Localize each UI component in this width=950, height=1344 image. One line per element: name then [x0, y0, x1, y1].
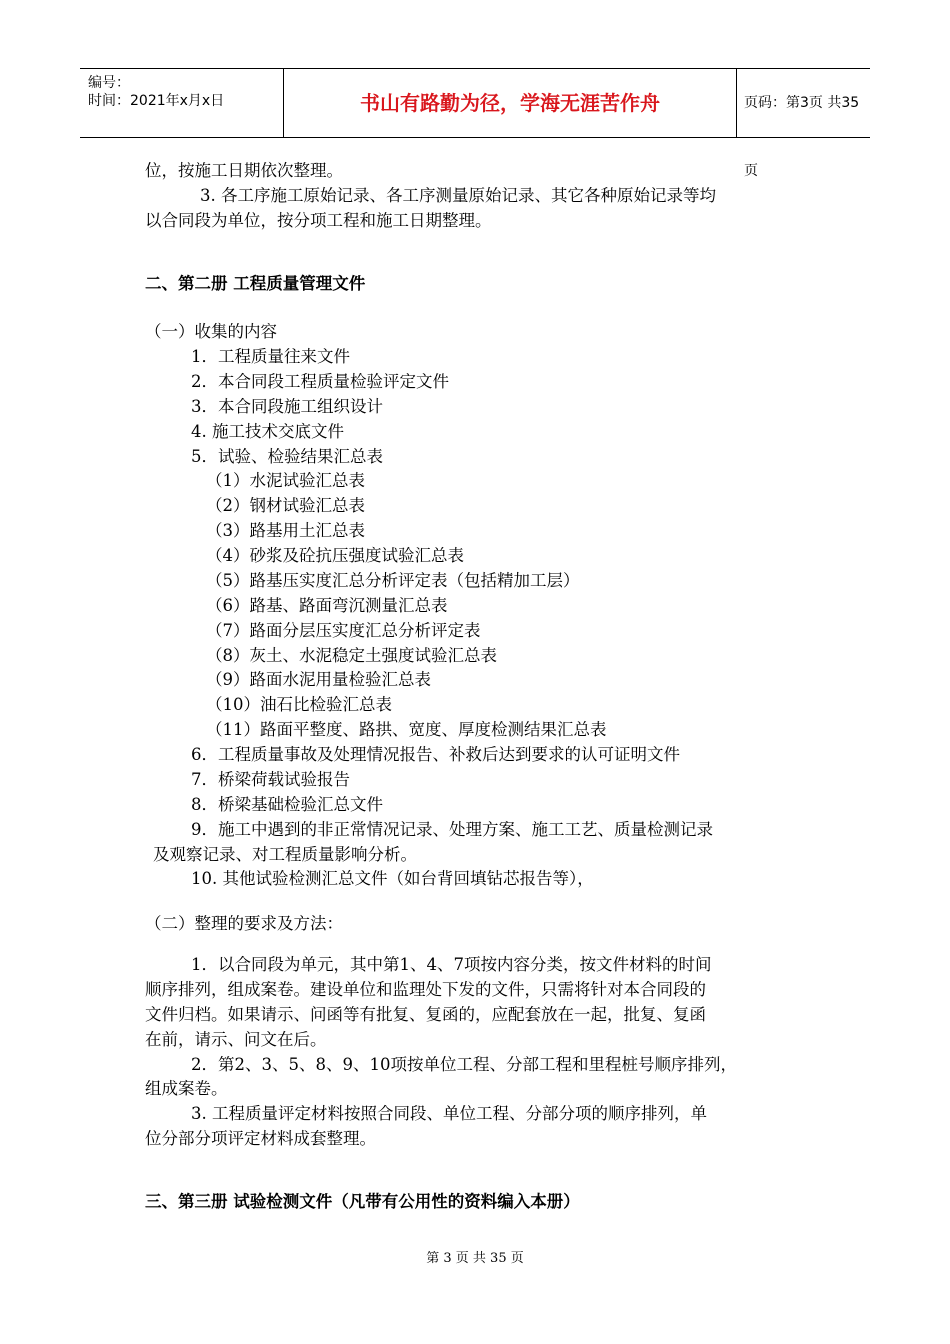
list-item: 7．桥梁荷载试验报告 — [191, 770, 350, 789]
subsection-heading: （二）整理的要求及方法： — [145, 914, 343, 933]
list-item: 2．本合同段工程质量检验评定文件 — [191, 372, 449, 391]
list-item: 6．工程质量事故及处理情况报告、补救后达到要求的认可证明文件 — [191, 745, 680, 764]
list-item: 9．施工中遇到的非正常情况记录、处理方案、施工工艺、质量检测记录 — [191, 820, 713, 839]
number-label: 编号： — [88, 75, 130, 91]
header-motto: 书山有路勤为径，学海无涯苦作舟 — [284, 69, 737, 137]
body-line: 文件归档。如果请示、问函等有批复、复函的，应配套放在一起，批复、复函 — [145, 1005, 706, 1024]
section-heading: 三、第三册 试验检测文件（凡带有公用性的资料编入本册） — [145, 1192, 580, 1211]
sub-list-item: （9）路面水泥用量检验汇总表 — [206, 670, 431, 689]
body-line: 1．以合同段为单元，其中第1、4、7项按内容分类，按文件材料的时间 — [191, 955, 712, 974]
time-label: 时间：2021年x月x日 — [88, 93, 225, 109]
sub-list-item: （4）砂浆及砼抗压强度试验汇总表 — [206, 546, 464, 565]
header-meta-cell — [80, 69, 284, 137]
body-line: 在前，请示、问文在后。 — [145, 1030, 327, 1049]
sub-list-item: （6）路基、路面弯沉测量汇总表 — [206, 596, 448, 615]
body-line: 顺序排列，组成案卷。建设单位和监理处下发的文件，只需将针对本合同段的 — [145, 980, 706, 999]
page-footer: 第 3 页 共 35 页 — [426, 1251, 524, 1266]
body-line: 3. 各工序施工原始记录、各工序测量原始记录、其它各种原始记录等均 — [200, 186, 716, 205]
list-item: 5．试验、检验结果汇总表 — [191, 447, 383, 466]
body-line: 位分部分项评定材料成套整理。 — [145, 1129, 376, 1148]
body-line: 位，按施工日期依次整理。 — [145, 161, 343, 180]
list-item: 4. 施工技术交底文件 — [191, 422, 344, 441]
sub-list-item: （1）水泥试验汇总表 — [206, 471, 365, 490]
subsection-heading: （一）收集的内容 — [145, 322, 277, 341]
list-item: 1．工程质量往来文件 — [191, 347, 350, 366]
list-item: 3．本合同段施工组织设计 — [191, 397, 383, 416]
body-line: 组成案卷。 — [145, 1079, 228, 1098]
body-line: 2．第2、3、5、8、9、10项按单位工程、分部工程和里程桩号顺序排列， — [191, 1055, 737, 1074]
list-item-continued: 及观察记录、对工程质量影响分析。 — [153, 845, 417, 864]
sub-list-item: （11）路面平整度、路拱、宽度、厚度检测结果汇总表 — [206, 720, 607, 739]
header-page-info: 页码：第3页 共35页 — [744, 95, 860, 179]
list-item: 8．桥梁基础检验汇总文件 — [191, 795, 383, 814]
sub-list-item: （10）油石比检验汇总表 — [206, 695, 392, 714]
list-item: 10. 其他试验检测汇总文件（如台背回填钻芯报告等）， — [191, 869, 594, 888]
sub-list-item: （2）钢材试验汇总表 — [206, 496, 365, 515]
sub-list-item: （3）路基用土汇总表 — [206, 521, 365, 540]
sub-list-item: （8）灰土、水泥稳定土强度试验汇总表 — [206, 646, 497, 665]
sub-list-item: （7）路面分层压实度汇总分析评定表 — [206, 621, 481, 640]
body-line: 以合同段为单位，按分项工程和施工日期整理。 — [145, 211, 492, 230]
sub-list-item: （5）路基压实度汇总分析评定表（包括精加工层） — [206, 571, 580, 590]
body-line: 3. 工程质量评定材料按照合同段、单位工程、分部分项的顺序排列，单 — [191, 1104, 707, 1123]
section-heading: 二、第二册 工程质量管理文件 — [145, 274, 366, 293]
